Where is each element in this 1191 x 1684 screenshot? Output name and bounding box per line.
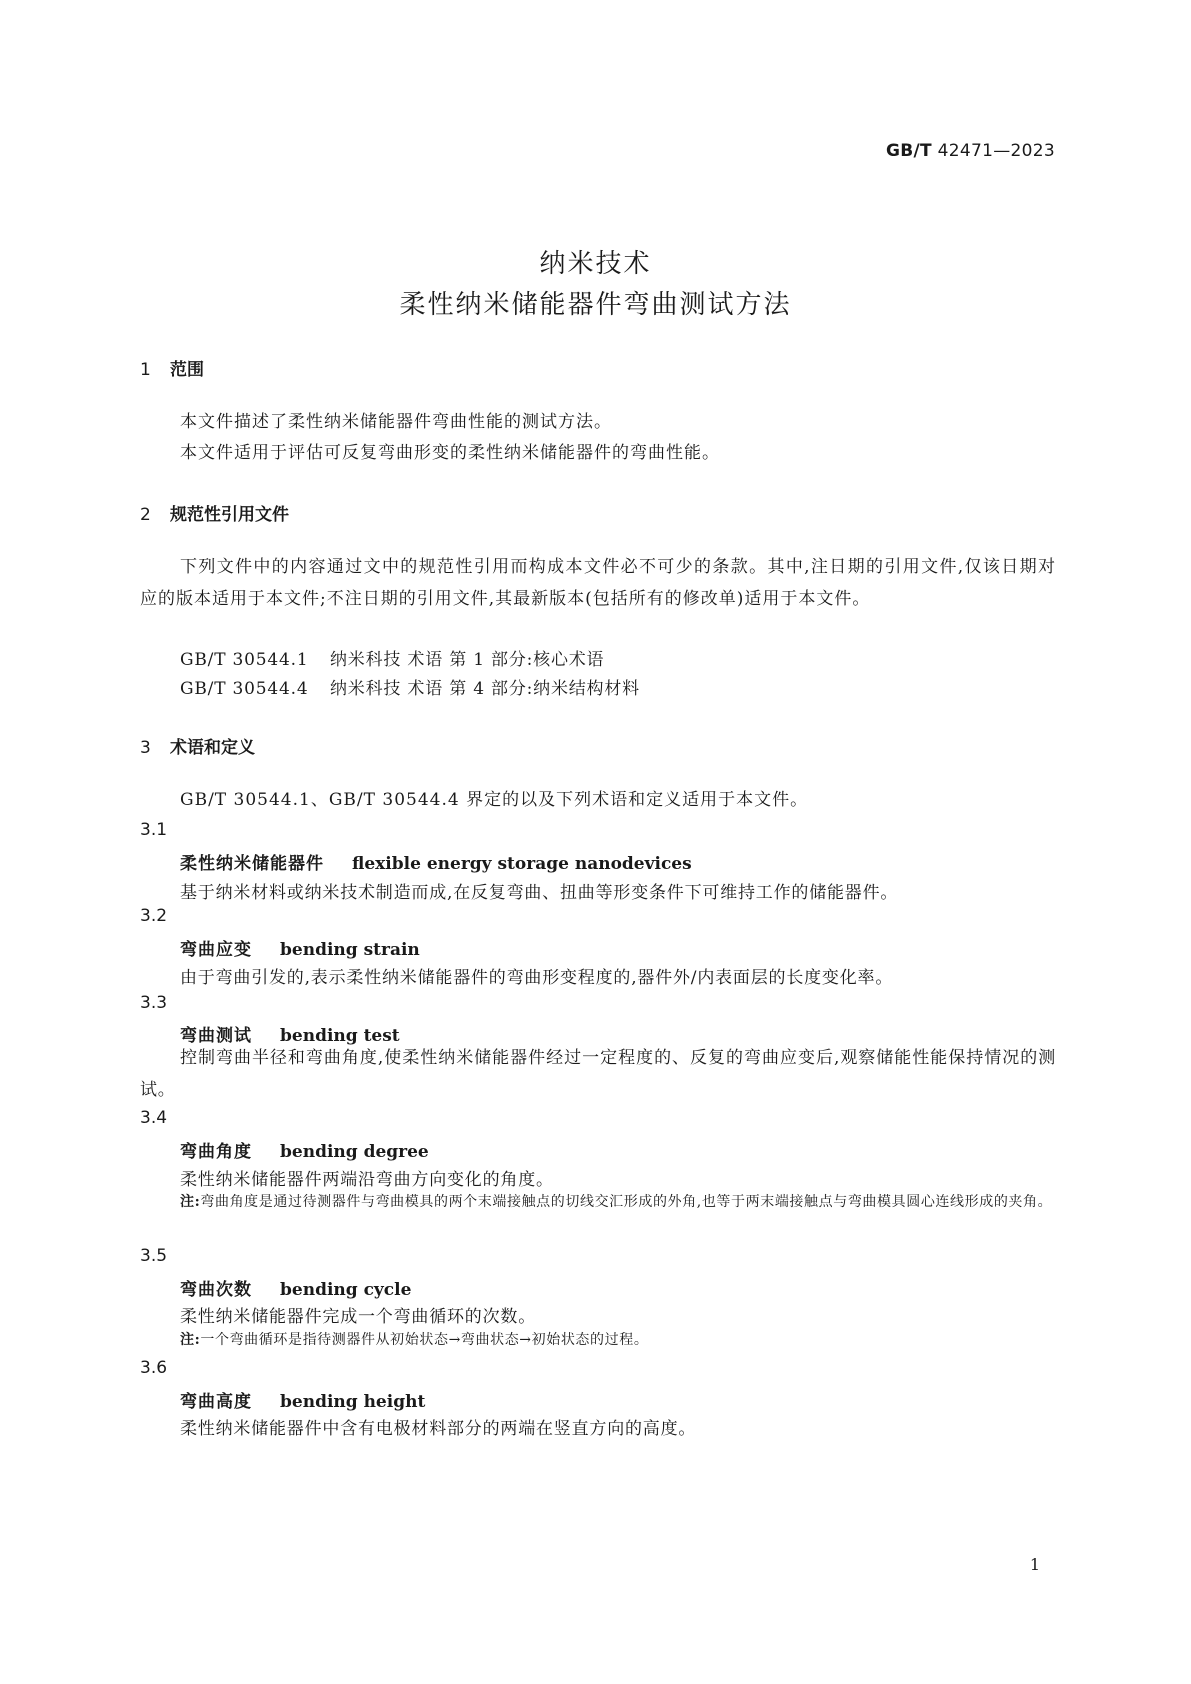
- section-2-heading: [140, 500, 289, 525]
- term-note: [180, 1189, 1088, 1215]
- term-heading: [180, 1275, 411, 1300]
- term-heading: [180, 849, 692, 874]
- term-chinese: 弯曲测试: [180, 1026, 252, 1046]
- section-title: 规范性引用文件: [170, 505, 289, 525]
- term-english: bending cycle: [280, 1280, 412, 1300]
- term-number: 3.5: [140, 1246, 168, 1266]
- term-chinese: 弯曲高度: [180, 1392, 252, 1412]
- term-chinese: 弯曲角度: [180, 1142, 252, 1162]
- reference-title: 纳米科技 术语 第 4 部分:纳米结构材料: [330, 679, 640, 699]
- term-heading: [180, 1137, 429, 1162]
- term-heading: [180, 1387, 425, 1412]
- term-english: bending strain: [280, 940, 420, 960]
- term-number: 3.4: [140, 1108, 168, 1128]
- section-number: 2: [140, 505, 151, 525]
- term-english: flexible energy storage nanodevices: [352, 854, 692, 874]
- reference-code: GB/T 30544.4: [180, 679, 309, 699]
- document-title-line-1: 纳米技术: [539, 249, 652, 279]
- note-text: 弯曲角度是通过待测器件与弯曲模具的两个末端接触点的切线交汇形成的外角,也等于两末端接触点与弯曲模具圆心连线形成的夹角。: [200, 1194, 1053, 1210]
- term-chinese: 柔性纳米储能器件: [180, 854, 324, 874]
- section-3-heading: [140, 733, 255, 758]
- term-definition: 柔性纳米储能器件两端沿弯曲方向变化的角度。: [180, 1170, 554, 1190]
- term-number: 3.6: [140, 1358, 168, 1378]
- section-3-intro: GB/T 30544.1、GB/T 30544.4 界定的以及下列术语和定义适用于本文件。: [180, 790, 809, 810]
- document-code: 42471—2023: [931, 141, 1055, 161]
- term-definition: 柔性纳米储能器件完成一个弯曲循环的次数。: [180, 1307, 536, 1327]
- document-number: [886, 141, 1055, 161]
- note-tag: 注:: [180, 1332, 201, 1348]
- document-code-prefix: GB/T: [886, 141, 932, 161]
- page-number: 1: [1029, 1555, 1040, 1574]
- section-number: 1: [140, 360, 151, 380]
- reference-item: [180, 645, 604, 670]
- section-1-paragraph-1: 本文件描述了柔性纳米储能器件弯曲性能的测试方法。: [180, 412, 612, 432]
- reference-item: [180, 674, 640, 699]
- note-tag: 注:: [180, 1194, 201, 1210]
- note-text: 一个弯曲循环是指待测器件从初始状态→弯曲状态→初始状态的过程。: [200, 1332, 649, 1348]
- section-number: 3: [140, 738, 151, 758]
- term-definition: 柔性纳米储能器件中含有电极材料部分的两端在竖直方向的高度。: [180, 1419, 697, 1439]
- term-number: 3.3: [140, 993, 168, 1013]
- document-title-line-2: 柔性纳米储能器件弯曲测试方法: [399, 290, 792, 320]
- term-number: 3.2: [140, 906, 168, 926]
- reference-title: 纳米科技 术语 第 1 部分:核心术语: [330, 650, 605, 670]
- term-english: bending degree: [280, 1142, 429, 1162]
- term-definition: 由于弯曲引发的,表示柔性纳米储能器件的弯曲形变程度的,器件外/内表面层的长度变化率。: [180, 968, 894, 988]
- section-title: 范围: [170, 360, 204, 380]
- term-english: bending height: [280, 1392, 426, 1412]
- section-title: 术语和定义: [170, 738, 255, 758]
- term-note: [180, 1327, 648, 1353]
- section-1-heading: [140, 355, 204, 380]
- reference-code: GB/T 30544.1: [180, 650, 309, 670]
- term-heading: [180, 935, 420, 960]
- section-1-paragraph-2: 本文件适用于评估可反复弯曲形变的柔性纳米储能器件的弯曲性能。: [180, 443, 720, 463]
- term-number: 3.1: [140, 820, 168, 840]
- section-2-intro: 下列文件中的内容通过文中的规范性引用而构成本文件必不可少的条款。其中,注日期的引用文件,仅该日期对应的版本适用于本文件;不注日期的引用文件,其最新版本(包括所有的修改单)适用于本文件。: [140, 557, 1056, 609]
- term-chinese: 弯曲应变: [180, 940, 252, 960]
- term-english: bending test: [280, 1026, 400, 1046]
- term-definition: 控制弯曲半径和弯曲角度,使柔性纳米储能器件经过一定程度的、反复的弯曲应变后,观察储能性能保持情况的测试。: [140, 1048, 1056, 1100]
- term-chinese: 弯曲次数: [180, 1280, 252, 1300]
- term-definition: 基于纳米材料或纳米技术制造而成,在反复弯曲、扭曲等形变条件下可维持工作的储能器件。: [180, 883, 899, 903]
